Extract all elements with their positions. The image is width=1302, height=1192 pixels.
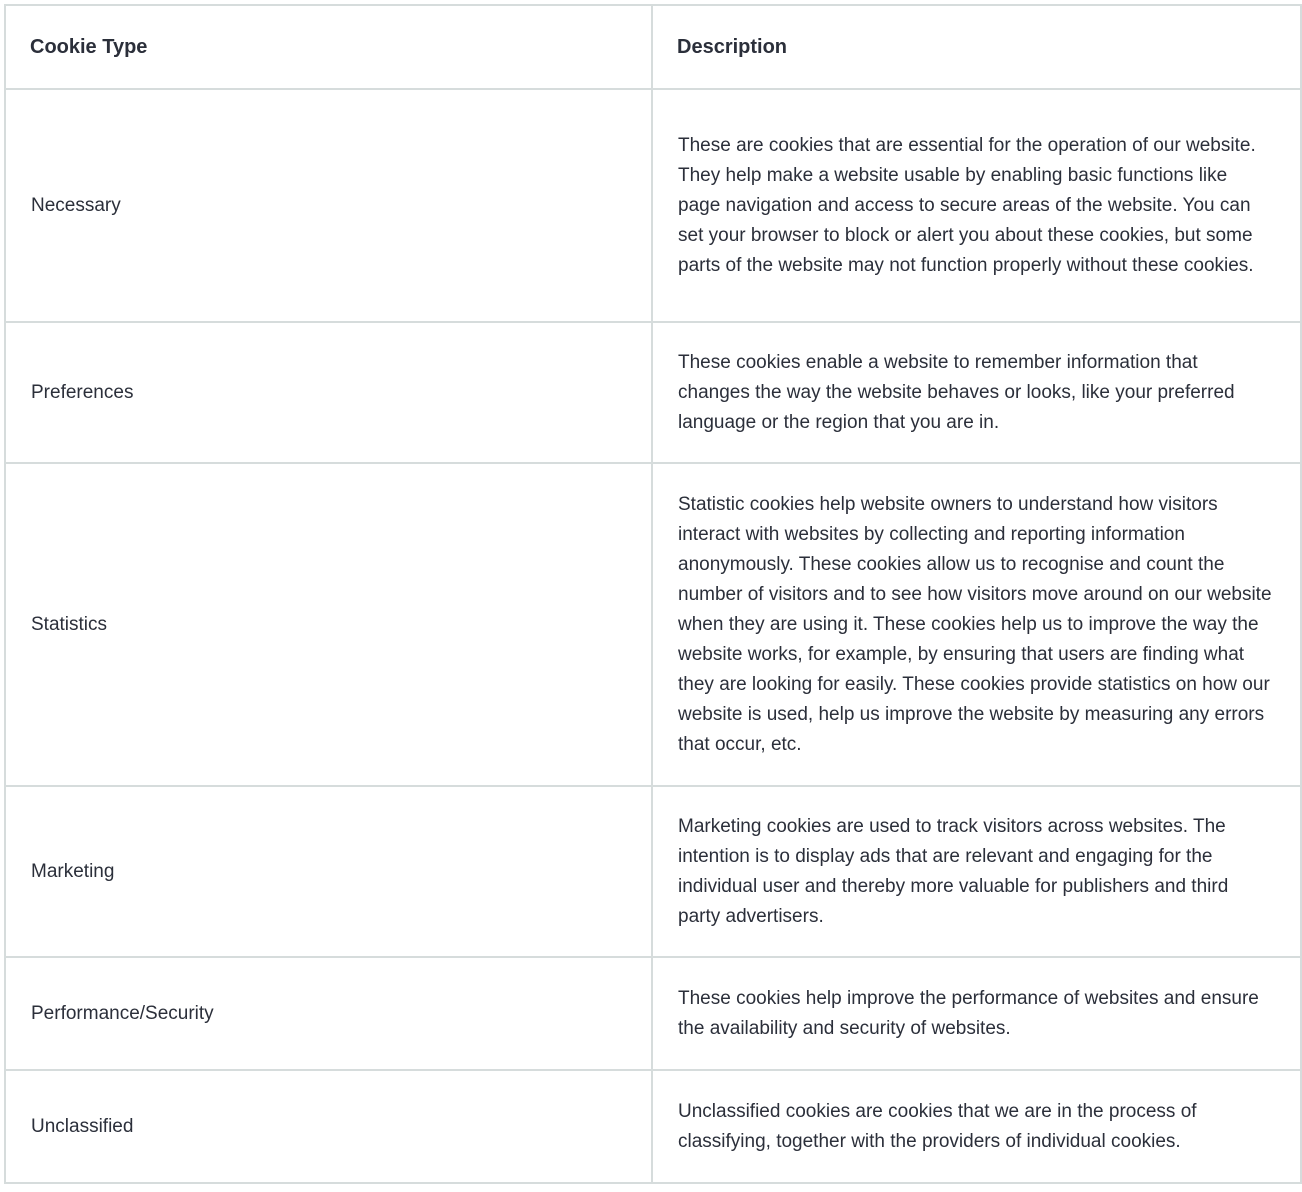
cookie-type-cell: Statistics: [5, 463, 652, 786]
table-row: [5, 89, 1301, 322]
table-row: [5, 957, 1301, 1070]
cookie-type-cell: Unclassified: [5, 1070, 652, 1183]
table-row: [5, 322, 1301, 463]
cookie-description-cell: Marketing cookies are used to track visitors across websites. The intention is to display ads that are relevant and engaging for the individual user and thereby more valuable for publishers and third party advertisers.: [652, 786, 1301, 957]
header-row: [5, 5, 1301, 89]
cookie-description-cell: These are cookies that are essential for the operation of our website. They help make a website usable by enabling basic functions like page navigation and access to secure areas of the website. You can set your browser to block or alert you about these cookies, but some parts of the website may not function properly without these cookies.: [652, 89, 1301, 322]
cookie-type-cell: Necessary: [5, 89, 652, 322]
cookie-description-cell: These cookies help improve the performance of websites and ensure the availability and security of websites.: [652, 957, 1301, 1070]
table-row: [5, 786, 1301, 957]
header-description: Description: [652, 5, 1301, 89]
cookie-type-cell: Preferences: [5, 322, 652, 463]
table-row: [5, 463, 1301, 786]
cookie-description-cell: Statistic cookies help website owners to understand how visitors interact with websites by collecting and reporting information anonymously. These cookies allow us to recognise and count the number of visitors and to see how visitors move around on our website when they are using it. These cookies help us to improve the way the website works, for example, by ensuring that users are finding what they are looking for easily. These cookies provide statistics on how our website is used, help us improve the website by measuring any errors that occur, etc.: [652, 463, 1301, 786]
table-row: [5, 1070, 1301, 1183]
cookie-description-cell: Unclassified cookies are cookies that we are in the process of classifying, together with the providers of individual cookies.: [652, 1070, 1301, 1183]
cookie-type-cell: Performance/Security: [5, 957, 652, 1070]
cookie-type-cell: Marketing: [5, 786, 652, 957]
table-header: [5, 5, 1301, 89]
cookie-table: [4, 4, 1302, 1184]
table-body: [5, 89, 1301, 1183]
cookie-description-cell: These cookies enable a website to remember information that changes the way the website behaves or looks, like your preferred language or the region that you are in.: [652, 322, 1301, 463]
header-cookie-type: Cookie Type: [5, 5, 652, 89]
